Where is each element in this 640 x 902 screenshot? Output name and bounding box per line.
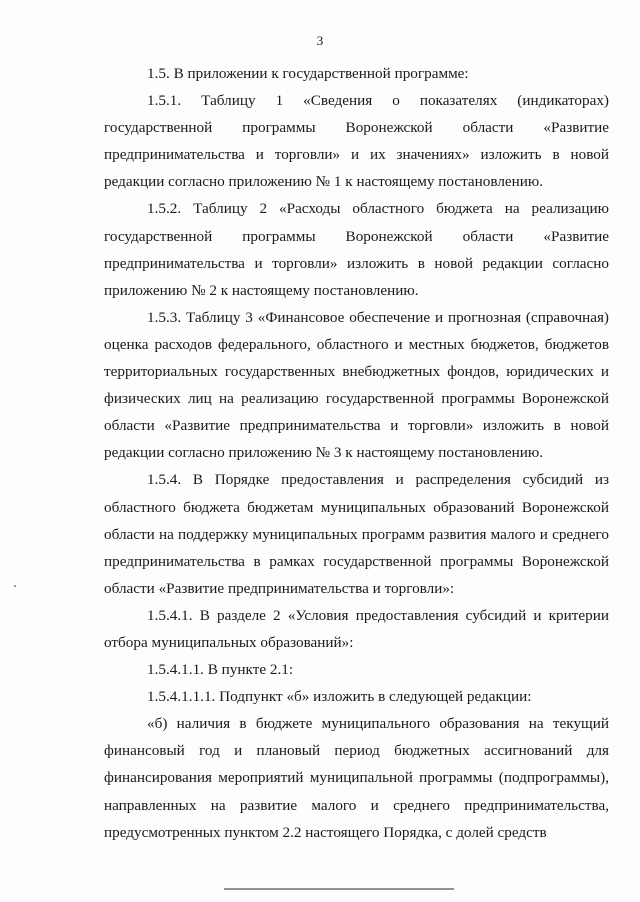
- scan-artifact-line: [224, 888, 454, 890]
- page-number: 3: [316, 33, 324, 48]
- paragraph-1-5-4-1: 1.5.4.1. В разделе 2 «Условия предоставления субсидий и критерии отбора муниципальных образований»:: [104, 606, 609, 651]
- paragraph-1-5-4: 1.5.4. В Порядке предоставления и распределения субсидий из областного бюджета бюджетам муниципальных образований Воронежской области на поддержку муниципальных программ развития малого и среднего предпринимательства в рамках государственной программы Воронежской области «Развитие предпринимательства и торговли»:: [104, 471, 609, 597]
- paragraph-1-5-4-1-1-1: 1.5.4.1.1.1. Подпункт «б» изложить в следующей редакции:: [147, 688, 532, 706]
- paragraph-1-5-4-1-1: 1.5.4.1.1. В пункте 2.1:: [147, 661, 294, 679]
- document-body: [104, 60, 609, 846]
- paragraph-1-5-2: 1.5.2. Таблицу 2 «Расходы областного бюджета на реализацию государственной программы Воронежской области «Развитие предпринимательства и торговли» изложить в новой редакции согласно приложению № 2 к настоящему постановлению.: [104, 200, 609, 299]
- paragraph-1-5-3: 1.5.3. Таблицу 3 «Финансовое обеспечение и прогнозная (справочная) оценка расходов федерального, областного и местных бюджетов, бюджетов территориальных государственных внебюджетных фондов, юридических и физических лиц на реализацию государственной программы Воронежской области «Развитие предпринимательства и торговли» изложить в новой редакции согласно приложению № 3 к настоящему постановлению.: [104, 308, 609, 462]
- paragraph-1-5: 1.5. В приложении к государственной программе:: [147, 65, 469, 82]
- paragraph-1-5-1: 1.5.1. Таблицу 1 «Сведения о показателях (индикаторах) государственной программы Воронежской области «Развитие предпринимательства и торговли» и их значениях» изложить в новой редакции согласно приложению № 1 к настоящему постановлению.: [104, 92, 609, 191]
- paragraph-subpoint-b: «б) наличия в бюджете муниципального образования на текущий финансовый год и плановый период бюджетных ассигнований для финансирования мероприятий муниципальной программы (подпрограммы), направленных на развитие малого и среднего предпринимательства, предусмотренных пунктом 2.2 настоящего Порядка, с долей средств: [104, 715, 609, 841]
- scan-artifact-dot: [14, 585, 16, 587]
